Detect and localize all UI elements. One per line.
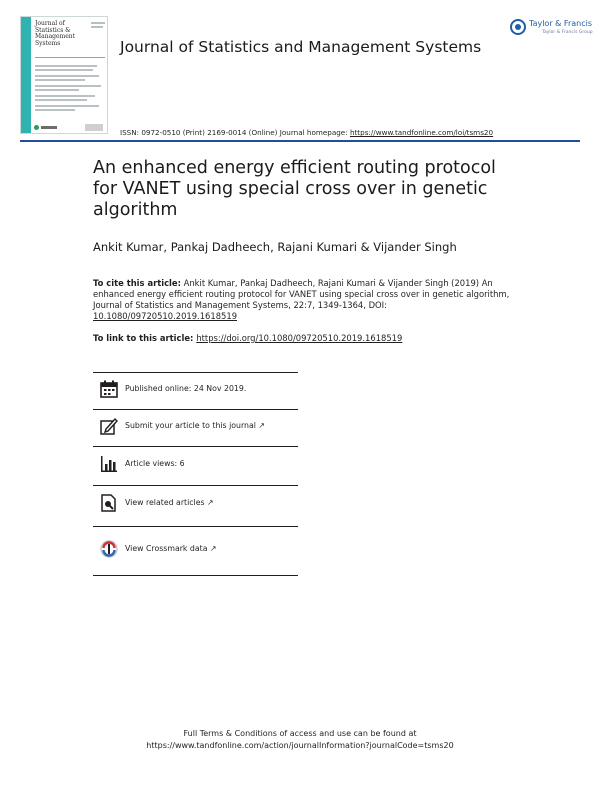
info-divider <box>93 575 298 576</box>
article-views-label: Article views: 6 <box>125 459 185 468</box>
footer-terms-text: Full Terms & Conditions of access and use can be found at <box>183 729 417 738</box>
article-link-line <box>93 333 402 343</box>
published-online-row <box>100 380 298 416</box>
cover-contents-line <box>35 65 97 67</box>
taylor-francis-logo[interactable] <box>510 17 592 41</box>
cover-contents-line <box>35 95 95 97</box>
external-link-icon: ↗ <box>258 421 265 430</box>
cover-issue-mark <box>91 26 103 28</box>
external-link-icon: ↗ <box>207 498 214 507</box>
cover-journal-name <box>35 21 95 47</box>
issn-text: ISSN: 0972-0510 (Print) 2169-0014 (Online) Journal homepage: <box>120 128 350 137</box>
journal-cover-thumbnail[interactable] <box>20 16 108 134</box>
footer-terms-url[interactable]: https://www.tandfonline.com/action/journalInformation?journalCode=tsms20 <box>146 741 454 750</box>
info-divider <box>93 409 298 410</box>
cover-contents-line <box>35 89 79 91</box>
cover-divider <box>35 57 105 58</box>
cover-contents-line <box>35 79 85 81</box>
article-title: An enhanced energy efficient routing protocol for VANET using special cross over in genetic algorithm <box>93 158 496 220</box>
cover-contents-line <box>35 109 75 111</box>
cover-name-line: Statistics & <box>35 26 71 34</box>
submit-article-label[interactable] <box>125 421 265 430</box>
published-online-label: Published online: 24 Nov 2019. <box>125 384 247 393</box>
publisher-logo-small <box>34 125 58 130</box>
info-divider <box>93 372 298 373</box>
submit-article-row[interactable] <box>100 417 298 453</box>
citation-text: Ankit Kumar, Pankaj Dadheech, Rajani Kumari & Vijander Singh (2019) An enhanced energy efficient routing protocol for VANET using special cross over in genetic algorithm, Journal of Statistics and Management Systems, 22:7, 1349-1364, DOI: <box>93 278 510 310</box>
header-divider <box>20 140 580 142</box>
article-authors: Ankit Kumar, Pankaj Dadheech, Rajani Kumari & Vijander Singh <box>93 240 457 254</box>
logo-name: Taylor & Francis <box>529 19 592 28</box>
related-articles-text: View related articles <box>125 498 205 507</box>
info-divider <box>93 526 298 527</box>
crossmark-icon <box>100 540 118 558</box>
related-articles-label[interactable] <box>125 498 214 507</box>
cover-color-band <box>21 17 31 133</box>
logo-mark-icon <box>510 19 526 35</box>
crossmark-row[interactable] <box>100 540 298 576</box>
cover-contents-line <box>35 69 93 71</box>
issn-line <box>120 128 493 137</box>
external-link-icon: ↗ <box>209 544 217 553</box>
related-articles-row[interactable] <box>100 494 298 530</box>
cover-volume-mark <box>91 22 105 24</box>
citation-label: To cite this article: <box>93 278 181 288</box>
journal-title: Journal of Statistics and Management Systems <box>120 38 482 56</box>
crossmark-text: View Crossmark data <box>125 544 208 553</box>
article-doi-url[interactable]: https://doi.org/10.1080/09720510.2019.1618519 <box>196 333 403 343</box>
submit-article-text: Submit your article to this journal <box>125 421 256 430</box>
bar-chart-icon <box>100 455 118 473</box>
document-search-icon <box>100 494 118 512</box>
cover-name-line: Management Systems <box>35 33 76 47</box>
crossmark-label[interactable] <box>125 544 217 553</box>
cover-footer-mark <box>85 124 103 131</box>
doi-link[interactable]: 10.1080/09720510.2019.1618519 <box>93 311 238 321</box>
footer <box>0 728 600 752</box>
calendar-icon <box>100 380 118 398</box>
link-label: To link to this article: <box>93 333 197 343</box>
citation-block <box>93 278 513 322</box>
info-divider <box>93 485 298 486</box>
journal-homepage-link[interactable]: https://www.tandfonline.com/loi/tsms20 <box>349 128 494 137</box>
edit-icon <box>100 417 118 435</box>
cover-contents-line <box>35 85 101 87</box>
cover-contents-line <box>35 105 99 107</box>
logo-subtitle: Taylor & Francis Group <box>542 30 593 35</box>
info-divider <box>93 446 298 447</box>
cover-contents-line <box>35 99 87 101</box>
cover-name-line: Journal of <box>35 20 65 27</box>
cover-contents-line <box>35 75 99 77</box>
